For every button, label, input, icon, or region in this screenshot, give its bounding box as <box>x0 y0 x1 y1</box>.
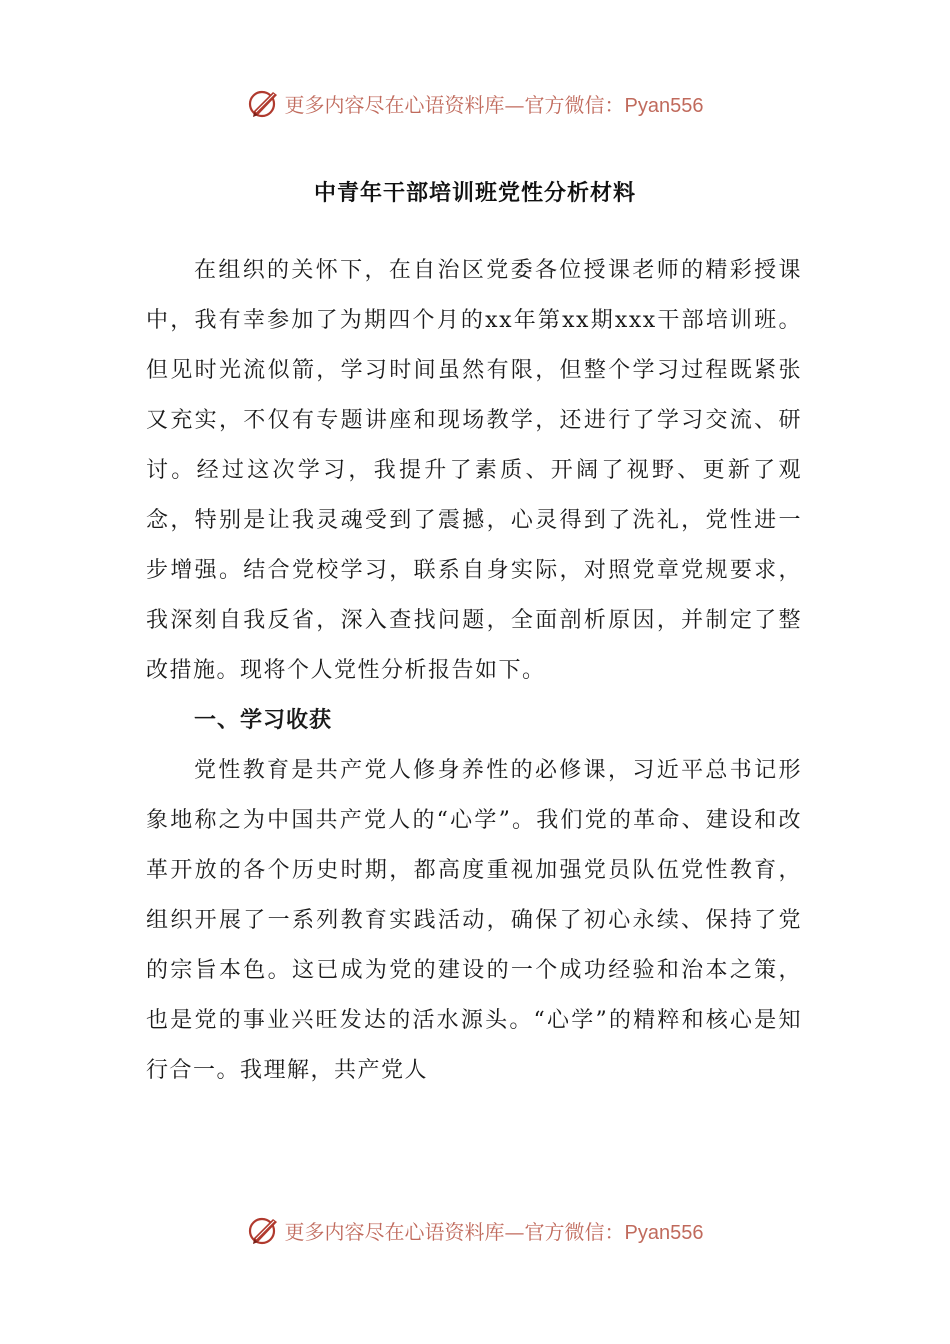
pen-nib-icon <box>247 86 281 120</box>
watermark-label: 更多内容尽在心语资料库—官方微信： <box>284 92 625 117</box>
watermark-label: 更多内容尽在心语资料库—官方微信： <box>284 1219 625 1244</box>
pen-nib-icon <box>247 1213 281 1247</box>
paragraph-intro: 在组织的关怀下，在自治区党委各位授课老师的精彩授课中，我有幸参加了为期四个月的xx年第xx期xxx干部培训班。但见时光流似箭，学习时间虽然有限，但整个学习过程既紧张又充实，不仅有专题讲座和现场教学，还进行了学习交流、研讨。经过这次学习，我提升了素质、开阔了视野、更新了观念，特别是让我灵魂受到了震撼，心灵得到了洗礼，党性进一步增强。结合党校学习，联系自身实际，对照党章党规要求，我深刻自我反省，深入查找问题，全面剖析原因，并制定了整改措施。现将个人党性分析报告如下。 <box>146 258 802 683</box>
document-title: 中青年干部培训班党性分析材料 <box>313 181 636 206</box>
document-body <box>146 246 802 1096</box>
watermark-banner-bottom <box>0 1210 950 1250</box>
watermark-text <box>285 89 704 118</box>
watermark-wechat-id: Pyan556 <box>624 1221 704 1244</box>
watermark-banner-top <box>0 83 950 123</box>
watermark-text <box>285 1216 704 1245</box>
paragraph-party-spirit: 党性教育是共产党人修身养性的必修课，习近平总书记形象地称之为中国共产党人的“心学”。我们党的革命、建设和改革开放的各个历史时期，都高度重视加强党员队伍党性教育，组织开展了一系列教育实践活动，确保了初心永续、保持了党的宗旨本色。这已成为党的建设的一个成功经验和治本之策，也是党的事业兴旺发达的活水源头。“心学”的精粹和核心是知行合一。我理解，共产党人 <box>146 758 802 1083</box>
watermark-wechat-id: Pyan556 <box>624 94 704 117</box>
section-heading-learning-gains: 一、学习收获 <box>194 708 333 733</box>
